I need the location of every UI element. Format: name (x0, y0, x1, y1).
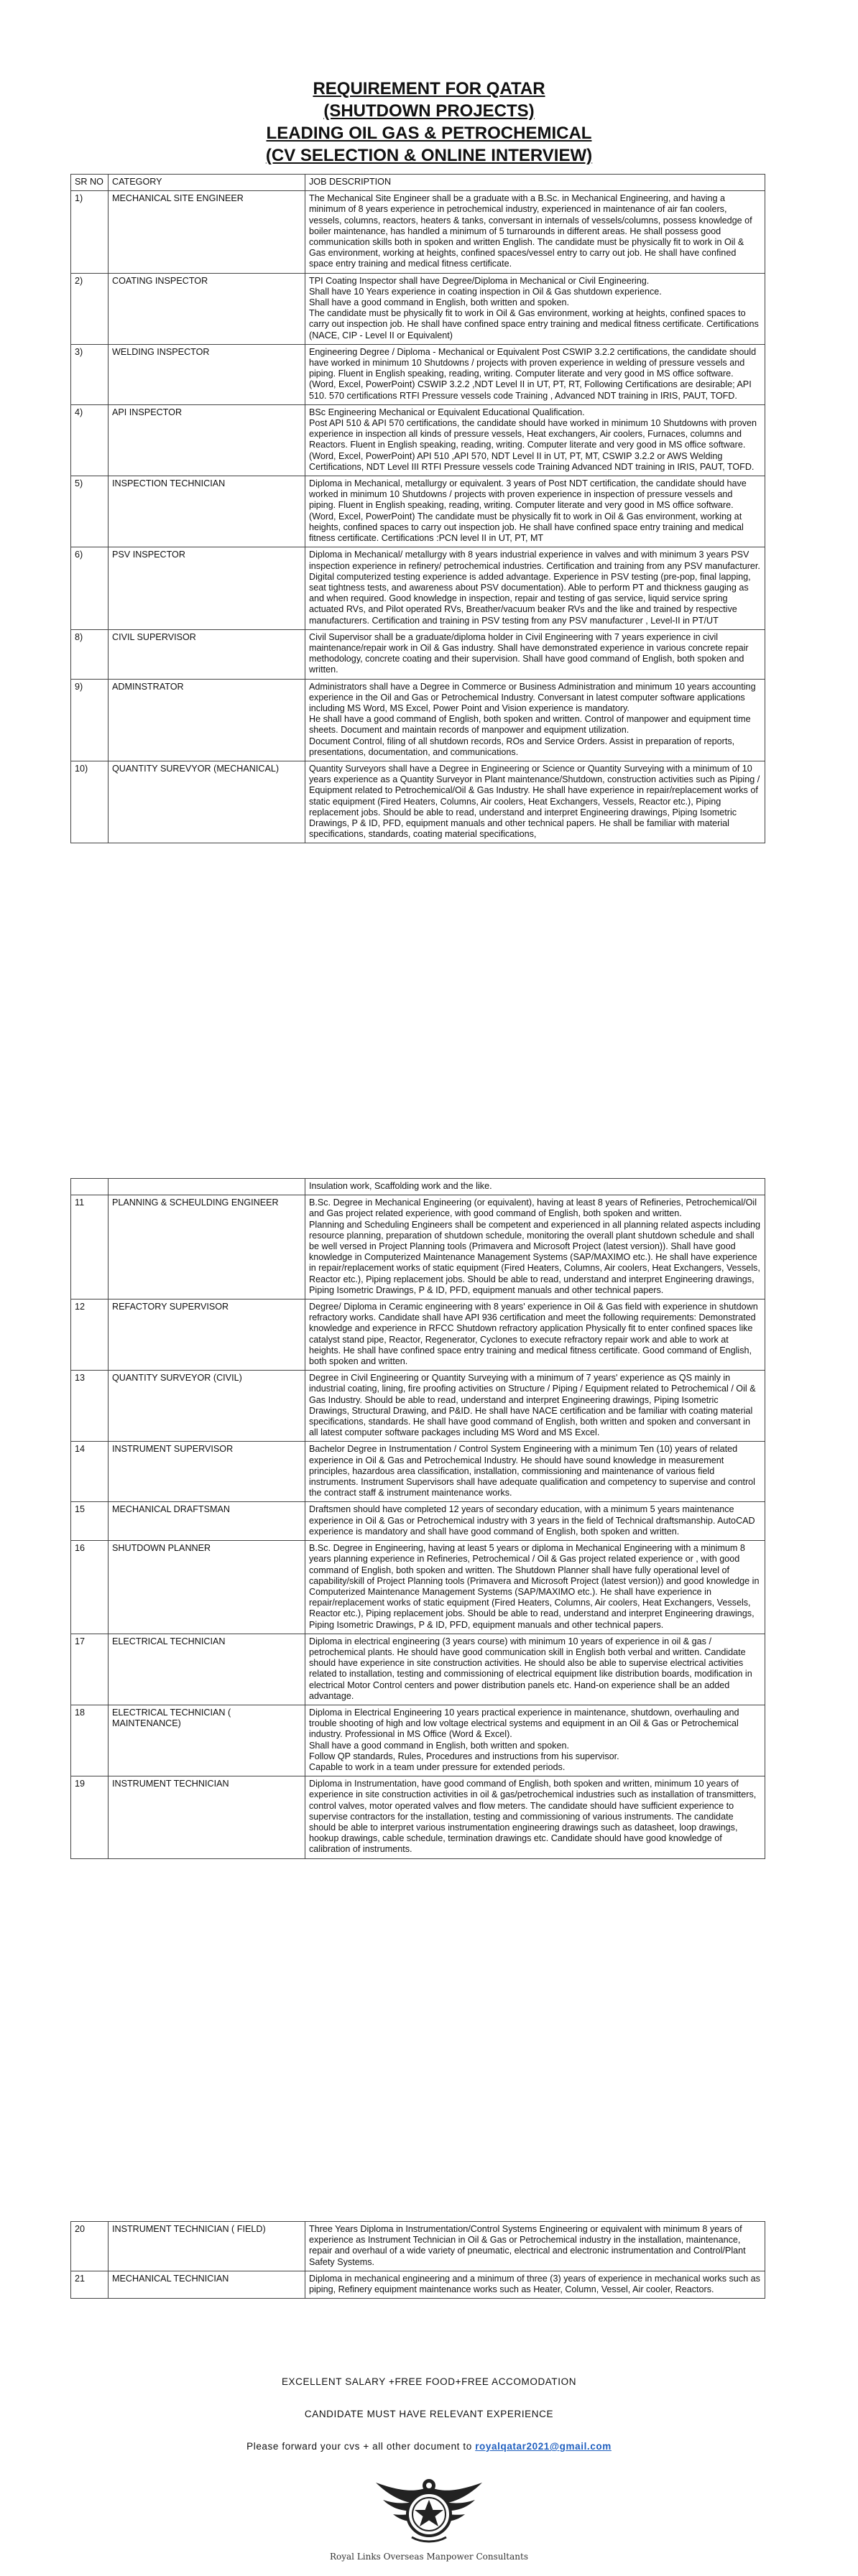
row-category: ELECTRICAL TECHNICIAN (109, 1634, 305, 1705)
row-sr-number: 19 (71, 1776, 109, 1858)
table-row (71, 1179, 765, 1195)
table-row (71, 629, 765, 679)
company-name: Royal Links Overseas Manpower Consultants (329, 2552, 528, 2562)
title-line-1: REQUIREMENT FOR QATAR (313, 79, 545, 98)
column-header-category: CATEGORY (109, 175, 305, 191)
row-category: QUANTITY SURVEYOR (CIVIL) (109, 1371, 305, 1442)
table-row (71, 191, 765, 273)
row-job-description: Degree/ Diploma in Ceramic engineering with 8 years' experience in Oil & Gas field with experience in shutdown refractory works. Candidate shall have API 936 certification and meet the following requirements: Demonstrated knowledge and experience in RFCC Shutdown refractory application Physically fit to enter confined spaces like catalyst stand pipe, Reactor, Regenerator, Cyclones to execute refractory repair work and able to work at heights. He shall have confined space entry training and medical fitness certificate. Good command of English, both spoken and written. (305, 1299, 765, 1371)
row-job-description: Diploma in Instrumentation, have good command of English, both spoken and written, minimum 10 years of experience in site construction activities in oil & gas/petrochemical industries such as installation of transmitters, control valves, motor operated valves and flow meters. The candidate should have sufficient experience to supervise contractors for the installation, testing and commissioning of various instruments. The candidate should be able to interpret various instrumentation engineering drawings such as datasheet, loop drawings, hookup drawings, cable schedule, termination drawings etc. Candidate should have good knowledge of calibration of instruments. (305, 1776, 765, 1858)
footer (0, 2376, 858, 2452)
row-category: SHUTDOWN PLANNER (109, 1541, 305, 1634)
row-category: WELDING INSPECTOR (109, 344, 305, 404)
table-row (71, 404, 765, 476)
table-row (71, 1776, 765, 1858)
row-category: CIVIL SUPERVISOR (109, 629, 305, 679)
experience-line: CANDIDATE MUST HAVE RELEVANT EXPERIENCE (304, 2409, 554, 2419)
row-job-description: TPI Coating Inspector shall have Degree/Diploma in Mechanical or Civil Engineering. Shall have 10 Years experience in coating inspection in Oil & Gas shutdown experience. Shall have a good command in English, both written and spoken. The candidate must be physically fit to work in Oil & Gas environment, working at heights, confined spaces to carry out inspection job. He shall have confined space entry training and medical fitness certificate. Certifications (NACE, CIP - Level II or Equivalent) (305, 273, 765, 344)
row-job-description: Diploma in Mechanical/ metallurgy with 8 years industrial experience in valves and with minimum 3 years PSV inspection experience in refinery/ petrochemical industries. Certification and training from any PSV manufacturer. Digital computerized testing experience is added advantage. Experience in PSV testing (pre-pop, final lapping, seat tightness tests, and awareness about PSV documentation). Able to perform PT and thickness gauging as and when required. Good knowledge in inspection, repair and testing of gas service, liquid service spring actuated RVs, and Pilot operated RVs, Breather/vacuum beaker RVs and the like and trained by respective manufacturers. Certification and training in PSV testing from any PSV manufacturer , Level-II in PT/UT (305, 547, 765, 629)
winged-star-emblem-icon (372, 2471, 486, 2550)
table-row (71, 1371, 765, 1442)
row-job-description: Engineering Degree / Diploma - Mechanical or Equivalent Post CSWIP 3.2.2 certifications, the candidate should have worked in minimum 10 Shutdowns / projects with proven experience in welding of pressure vessels and piping. Fluent in English speaking, reading, writing. Computer literate and very good in MS office software. (Word, Excel, PowerPoint) CSWIP 3.2.2 ,NDT Level II in UT, PT, RT, Following Certifications are desirable; API 510. 570 certifications RTFI Pressure vessels code Training , Advanced NDT training in IRIS, PAUT, TOFD. (305, 344, 765, 404)
row-category: INSTRUMENT TECHNICIAN ( FIELD) (109, 2222, 305, 2271)
row-job-description: Diploma in Electrical Engineering 10 years practical experience in maintenance, shutdown, overhauling and trouble shooting of high and low voltage electrical systems and equipment in an Oil & Gas or Petrochemical industry. Professional in MS Office (Word & Excel). Shall have a good command in English, both written and spoken. Follow QP standards, Rules, Procedures and instructions from his supervisor. Capable to work in a team under pressure for extended periods. (305, 1705, 765, 1776)
requirements-table-page-3 (70, 2221, 765, 2299)
title-line-4: (CV SELECTION & ONLINE INTERVIEW) (265, 146, 593, 165)
row-job-description: Civil Supervisor shall be a graduate/diploma holder in Civil Engineering with 7 years experience in civil maintenance/repair work in Oil & Gas industry. Shall have demonstrated experience in various concrete repair methodology, concrete coating and their supervision. Shall have good command of English, both spoken and written. (305, 629, 765, 679)
row-category: INSTRUMENT TECHNICIAN (109, 1776, 305, 1858)
table-row (71, 547, 765, 629)
table-row (71, 476, 765, 547)
table-row (71, 1634, 765, 1705)
table-row (71, 344, 765, 404)
row-category: MECHANICAL SITE ENGINEER (109, 191, 305, 273)
row-job-description: Diploma in Mechanical, metallurgy or equivalent. 3 years of Post NDT certification, the candidate should have worked in minimum 10 Shutdowns / projects with proven experience in inspection of pressure vessels and piping. Fluent in English speaking, reading, writing. Computer literate and very good in MS office software. (Word, Excel, PowerPoint) The candidate must be physically fit to work in Oil & Gas environment, working at heights, confined spaces to carry out inspection job. He shall have confined space entry training and medical fitness certificate. Certifications :PCN level II in UT, PT, MT (305, 476, 765, 547)
row-job-description: Bachelor Degree in Instrumentation / Control System Engineering with a minimum Ten (10) years of related experience in Oil & Gas and Petrochemical Industry. He should have sound knowledge in measurement principles, hazardous area classification, installation, commissioning and maintenance of various field instruments. Instrument Supervisors shall have adequate qualification and competency to supervise and control the contract staff & instrument maintenance works. (305, 1442, 765, 1502)
forward-line (0, 2441, 858, 2452)
row-category: ADMINSTRATOR (109, 679, 305, 761)
row-job-description: B.Sc. Degree in Mechanical Engineering (or equivalent), having at least 8 years of Refineries, Petrochemical/Oil and Gas project related experience, with good command of English, both spoken and written. Planning and Scheduling Engineers shall be competent and experienced in all planning related aspects including resource planning, preparation of shutdown schedule, monitoring the overall plant shutdown schedule and shall be well versed in Project Planning tools (Primavera and Microsoft Project (latest version)). Shall have good knowledge in Computerized Maintenance Management Systems (SAP/MAXIMO etc.). He shall have experience in repair/replacement works of static equipment (Fired Heaters, Columns, Air coolers, Heat Exchangers, Vessels, Reactor etc.), Piping replacement jobs. Should be able to read, understand and interpret Engineering drawings, Piping Isometric Drawings, P & ID, PFD, equipment manuals and other technical papers. (305, 1195, 765, 1299)
row-category: INSPECTION TECHNICIAN (109, 476, 305, 547)
row-sr-number: 10) (71, 761, 109, 843)
row-sr-number: 8) (71, 629, 109, 679)
table-header-row (71, 175, 765, 191)
row-sr-number: 6) (71, 547, 109, 629)
row-sr-number (71, 1179, 109, 1195)
row-category: MECHANICAL DRAFTSMAN (109, 1502, 305, 1541)
table-row (71, 761, 765, 843)
row-category (109, 1179, 305, 1195)
row-category: REFACTORY SUPERVISOR (109, 1299, 305, 1371)
row-job-description: Administrators shall have a Degree in Commerce or Business Administration and minimum 10 years accounting experience in the Oil and Gas or Petrochemical Industry. Conversant in latest computer software applications including MS Word, MS Excel, Power Point and Vision experience is mandatory. He shall have a good command of English, both spoken and written. Control of manpower and equipment time sheets. Document and maintain records of manpower and equipment utilization. Document Control, filing of all shutdown records, ROs and Service Orders. Assist in preparation of reports, presentations, documentation, and communications. (305, 679, 765, 761)
row-sr-number: 20 (71, 2222, 109, 2271)
row-sr-number: 3) (71, 344, 109, 404)
row-job-description: Quantity Surveyors shall have a Degree in Engineering or Science or Quantity Surveying with a minimum of 10 years experience as a Quantity Surveyor in Plant maintenance/Shutdown, construction activities such as Piping / Equipment related to Petrochemical/Oil & Gas Industry. He shall have experience in repair/replacement works of static equipment (Fired Heaters, Columns, Air coolers, Heat Exchangers, Vessels, Reactor etc.), Piping replacement jobs. Should be able to read, understand and interpret Engineering drawings, Piping Isometric Drawings, P & ID, PFD, equipment manuals and other technical papers. He shall be familiar with material specifications, standards, coating material specifications, (305, 761, 765, 843)
row-category: QUANTITY SUREVYOR (MECHANICAL) (109, 761, 305, 843)
table-row (71, 2222, 765, 2271)
table-row (71, 273, 765, 344)
row-category: COATING INSPECTOR (109, 273, 305, 344)
table-row (71, 679, 765, 761)
row-category: MECHANICAL TECHNICIAN (109, 2271, 305, 2298)
row-sr-number: 11 (71, 1195, 109, 1299)
table-row (71, 1299, 765, 1371)
document-title (0, 78, 858, 167)
row-category: INSTRUMENT SUPERVISOR (109, 1442, 305, 1502)
row-category: PSV INSPECTOR (109, 547, 305, 629)
row-job-description: B.Sc. Degree in Engineering, having at least 5 years or diploma in Mechanical Engineering with a minimum 8 years planning experience in Refineries, Petrochemical / Oil & Gas project related experience or , with good command of English, both spoken and written. The Shutdown Planner shall have fully operational level of capability/skill of Project Planning tools (Primavera and Microsoft Project (latest version)) and good knowledge in Computerized Maintenance Management Systems (SAP/MAXIMO etc.). He shall have experience in repair/replacement works of static equipment (Fired Heaters, Columns, Air coolers, Heat Exchangers, Vessels, Reactor etc.), Piping replacement jobs. Should be able to read, understand and interpret Engineering drawings, Piping Isometric Drawings, P & ID, PFD, equipment manuals and other technical papers. (305, 1541, 765, 1634)
row-sr-number: 18 (71, 1705, 109, 1776)
row-job-description: Diploma in electrical engineering (3 years course) with minimum 10 years of experience in oil & gas / petrochemical plants. He should have good communication skill in English both verbal and written. Candidate should have experience in site construction activities. He should also be able to supervise electrical activities related to installation, testing and commissioning of electrical equipment like distribution boards, modification in electrical Motor Control centers and power distribution panels etc. Hand-on experience shall be an added advantage. (305, 1634, 765, 1705)
row-sr-number: 17 (71, 1634, 109, 1705)
row-sr-number: 21 (71, 2271, 109, 2298)
table-row (71, 1541, 765, 1634)
row-sr-number: 9) (71, 679, 109, 761)
row-job-description: Insulation work, Scaffolding work and the like. (305, 1179, 765, 1195)
requirements-table-page-2 (70, 1178, 765, 1859)
title-line-2: (SHUTDOWN PROJECTS) (323, 101, 535, 121)
row-category: API INSPECTOR (109, 404, 305, 476)
row-job-description: The Mechanical Site Engineer shall be a graduate with a B.Sc. in Mechanical Engineering, and having a minimum of 8 years experience in petrochemical industry, experienced in maintenance of air fan coolers, vessels, columns, reactors, heaters & tanks, conversant in internals of vessels/columns, possess knowledge of boiler maintenance, has handled a minimum of 5 turnarounds in different areas. He shall possess good communication skills both in spoken and written English. The candidate must be physically fit to work in Oil & Gas environment, working at heights, confined spaces/vessel entry to carry out job. He shall have confined space entry training and medical fitness certificate. (305, 191, 765, 273)
forward-text: Please forward your cvs + all other document to (246, 2441, 476, 2452)
row-job-description: BSc Engineering Mechanical or Equivalent Educational Qualification. Post API 510 & API 570 certifications, the candidate should have worked in minimum 10 Shutdowns with proven experience in inspection all kinds of pressure vessels, Heat exchangers, Air coolers, Furnaces, columns and Reactors. Fluent in English speaking, reading, writing. Computer literate and very good in MS office software. (Word, Excel, PowerPoint) API 510 ,API 570, NDT Level II in UT, PT, MT, CSWIP 3.2.2 or AWS Welding Certifications, NDT Level III RTFI Pressure vessels code Training Advanced NDT training in IRIS, PAUT, TOFD. (305, 404, 765, 476)
row-category: ELECTRICAL TECHNICIAN ( MAINTENANCE) (109, 1705, 305, 1776)
table-row (71, 1442, 765, 1502)
requirements-table-page-1 (70, 174, 765, 843)
row-sr-number: 12 (71, 1299, 109, 1371)
row-sr-number: 16 (71, 1541, 109, 1634)
table-row (71, 1705, 765, 1776)
email-link[interactable]: royalqatar2021@gmail.com (475, 2441, 612, 2452)
salary-line: EXCELLENT SALARY +FREE FOOD+FREE ACCOMODATION (281, 2376, 577, 2387)
row-job-description: Diploma in mechanical engineering and a minimum of three (3) years of experience in mechanical works such as piping, Refinery equipment maintenance works such as Heater, Column, Vessel, Air cooler, Reactors. (305, 2271, 765, 2298)
row-category: PLANNING & SCHEULDING ENGINEER (109, 1195, 305, 1299)
row-sr-number: 14 (71, 1442, 109, 1502)
row-job-description: Three Years Diploma in Instrumentation/Control Systems Engineering or equivalent with minimum 8 years of experience as Instrument Technician in Oil & Gas or Petrochemical industry in the installation, maintenance, repair and overhaul of a wide variety of pneumatic, electrical and electronic instrumentation and Control/Plant Safety Systems. (305, 2222, 765, 2271)
row-sr-number: 5) (71, 476, 109, 547)
row-sr-number: 4) (71, 404, 109, 476)
title-line-3: LEADING OIL GAS & PETROCHEMICAL (266, 124, 592, 143)
row-job-description: Degree in Civil Engineering or Quantity Surveying with a minimum of 7 years' experience as QS mainly in industrial coating, lining, fire proofing activities on Structure / Piping / Equipment related to Petrochemical / Oil & Gas Industry. Should be able to read, understand and interpret Engineering drawings, Piping Isometric Drawings, Structural Drawing, and P&ID. He shall have NACE certification and be familiar with coating material specifications, standards. He shall have good command of English, both written and spoken and conversant in all latest computer software packages including MS Word and MS Excel. (305, 1371, 765, 1442)
row-sr-number: 2) (71, 273, 109, 344)
table-row (71, 2271, 765, 2298)
table-row (71, 1502, 765, 1541)
table-row (71, 1195, 765, 1299)
row-sr-number: 1) (71, 191, 109, 273)
row-sr-number: 13 (71, 1371, 109, 1442)
column-header-sr: SR NO (71, 175, 109, 191)
row-sr-number: 15 (71, 1502, 109, 1541)
column-header-description: JOB DESCRIPTION (305, 175, 765, 191)
row-job-description: Draftsmen should have completed 12 years of secondary education, with a minimum 5 years maintenance experience in Oil & Gas or Petrochemical industry with 3 years in the field of Technical draftsmanship. AutoCAD experience is mandatory and shall have good command of English, both spoken and written. (305, 1502, 765, 1541)
